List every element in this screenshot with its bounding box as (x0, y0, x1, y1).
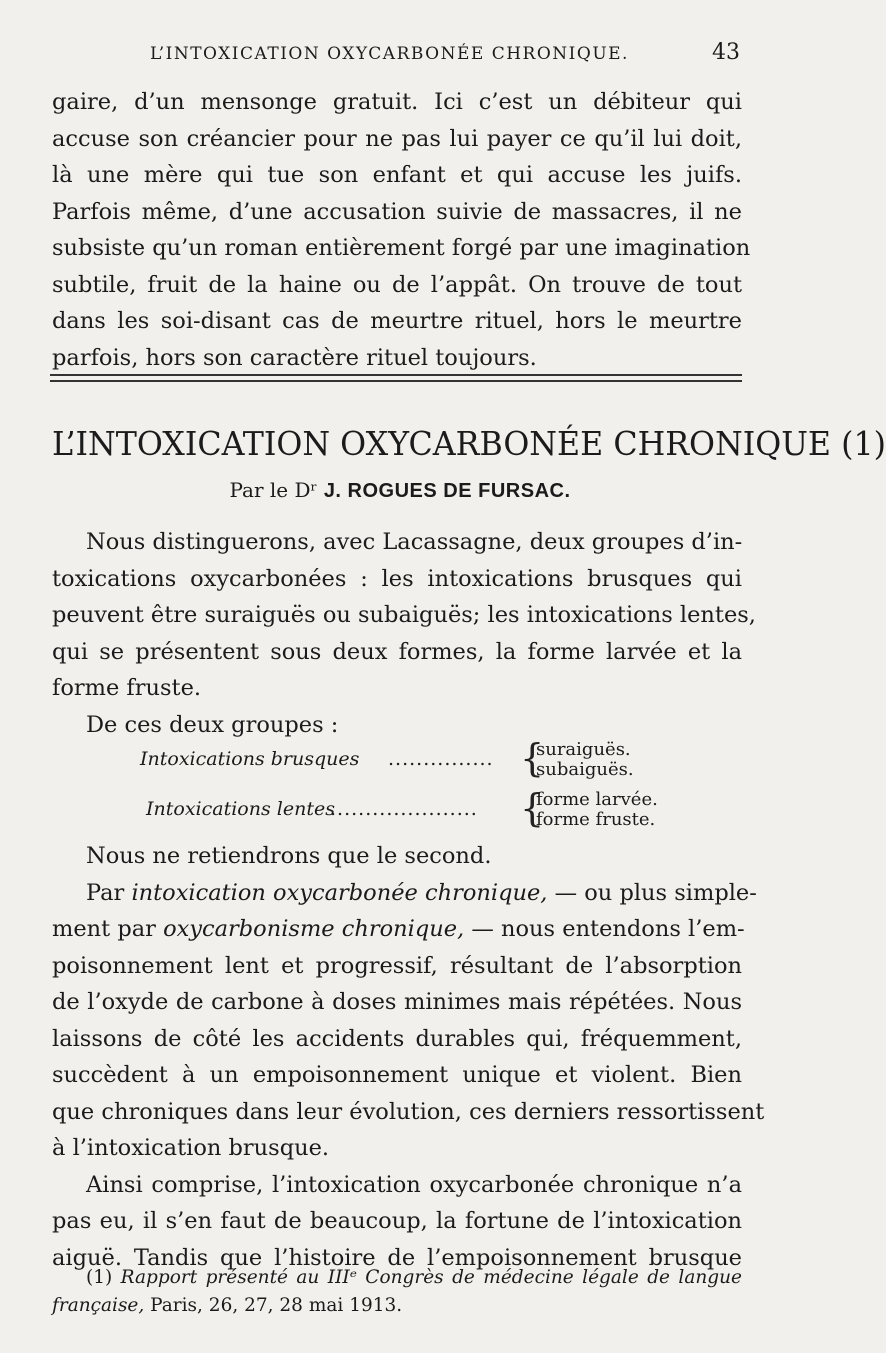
text-run: — ou plus simple- (547, 879, 757, 906)
schema-options (536, 740, 634, 780)
text-line: forme fruste. (52, 675, 202, 701)
paragraph-groups (52, 524, 756, 743)
schema-label: Intoxications brusques (140, 748, 360, 770)
italic-term: intoxication oxycarbonée chronique, (131, 879, 548, 906)
footnote-text: Paris, 26, 27, 28 mai 1913. (144, 1295, 403, 1316)
text-line: Ainsi comprise, l’intoxication oxycarbonée chronique n’a (86, 1171, 742, 1198)
brace-icon: { (520, 736, 545, 780)
text-line (52, 911, 745, 948)
text-line: De ces deux groupes : (86, 711, 339, 738)
page-number: 43 (712, 40, 740, 65)
text-line: qui se présentent sous deux formes, la forme larvée et la (52, 638, 742, 665)
text-line: laissons de côté les accidents durables qui, fréquemment, (52, 1025, 742, 1052)
text-run: — nous entendons l’em- (464, 916, 745, 942)
text-line: Nous distinguerons, avec Lacassagne, deux groupes d’in- (86, 529, 743, 555)
text-line: accuse son créancier pour ne pas lui payer ce qu’il lui doit, (52, 125, 742, 152)
footnote-line (52, 1292, 742, 1320)
section-rule-top (50, 374, 742, 376)
text-line: Nous ne retiendrons que le second. (86, 843, 492, 869)
text-line: dans les soi-disant cas de meurtre rituel, hors le meurtre (52, 308, 742, 334)
text-line: peuvent être suraiguës ou subaiguës; les intoxications lentes, (52, 602, 756, 628)
paragraph-definition (52, 838, 765, 1276)
text-line: pas eu, il s’en faut de beaucoup, la fortune de l’intoxication (52, 1208, 742, 1234)
footnote-line (52, 1264, 742, 1292)
classification-schema (140, 736, 700, 834)
schema-option: forme larvée. (536, 789, 658, 810)
schema-row (140, 736, 700, 780)
text-run: ment par (52, 916, 164, 942)
text-line (52, 875, 757, 912)
text-line: là une mère qui tue son enfant et qui accuse les juifs. (52, 162, 742, 188)
text-line: toxications oxycarbonées : les intoxications brusques qui (52, 565, 742, 592)
footnote (52, 1264, 742, 1320)
article-title: L’INTOXICATION OXYCARBONÉE CHRONIQUE (1) (52, 424, 886, 463)
leader-dots: ..................... (330, 798, 478, 820)
leader-dots: ............... (388, 748, 494, 770)
text-line: gaire, d’un mensonge gratuit. Ici c’est un débiteur qui (52, 89, 742, 115)
brace-icon: { (520, 786, 545, 830)
text-line: aiguë. Tandis que l’histoire de l’empoisonnement brusque (52, 1244, 742, 1271)
running-head-title: L’INTOXICATION OXYCARBONÉE CHRONIQUE. (150, 44, 629, 64)
italic-term: oxycarbonisme chronique, (163, 916, 465, 942)
text-line: à l’intoxication brusque. (52, 1135, 330, 1161)
text-line: subtile, fruit de la haine ou de l’appât. On trouve de tout (52, 271, 742, 298)
text-run: Par (86, 879, 132, 906)
schema-option: suraiguës. (536, 739, 631, 760)
text-line: poisonnement lent et progressif, résultant de l’absorption (52, 952, 742, 979)
schema-label: Intoxications lentes (146, 798, 335, 820)
footnote-italic: française, (52, 1295, 145, 1316)
text-line: de l’oxyde de carbone à doses minimes mais répétées. Nous (52, 989, 742, 1015)
running-head (150, 40, 740, 76)
schema-options (536, 790, 658, 830)
footnote-italic: Rapport présenté au IIIᵉ Congrès de médecine légale de langue (120, 1267, 742, 1288)
author-name: J. ROGUES DE FURSAC. (323, 480, 571, 502)
schema-option: subaiguës. (536, 759, 634, 780)
text-line: que chroniques dans leur évolution, ces derniers ressortissent (52, 1098, 765, 1125)
byline-prefix: Par le Dʳ (229, 478, 318, 502)
byline (0, 478, 800, 503)
schema-option: forme fruste. (536, 809, 656, 830)
footnote-marker: (1) (86, 1267, 121, 1288)
text-line: Parfois même, d’une accusation suivie de massacres, il ne (52, 198, 742, 225)
section-rule-bottom (50, 380, 742, 382)
text-line: subsiste qu’un roman entièrement forgé par une imagination (52, 235, 751, 261)
text-line: succèdent à un empoisonnement unique et violent. Bien (52, 1062, 742, 1088)
schema-row (140, 786, 700, 830)
text-line: parfois, hors son caractère rituel toujours. (52, 344, 537, 371)
opening-paragraph (52, 84, 751, 376)
